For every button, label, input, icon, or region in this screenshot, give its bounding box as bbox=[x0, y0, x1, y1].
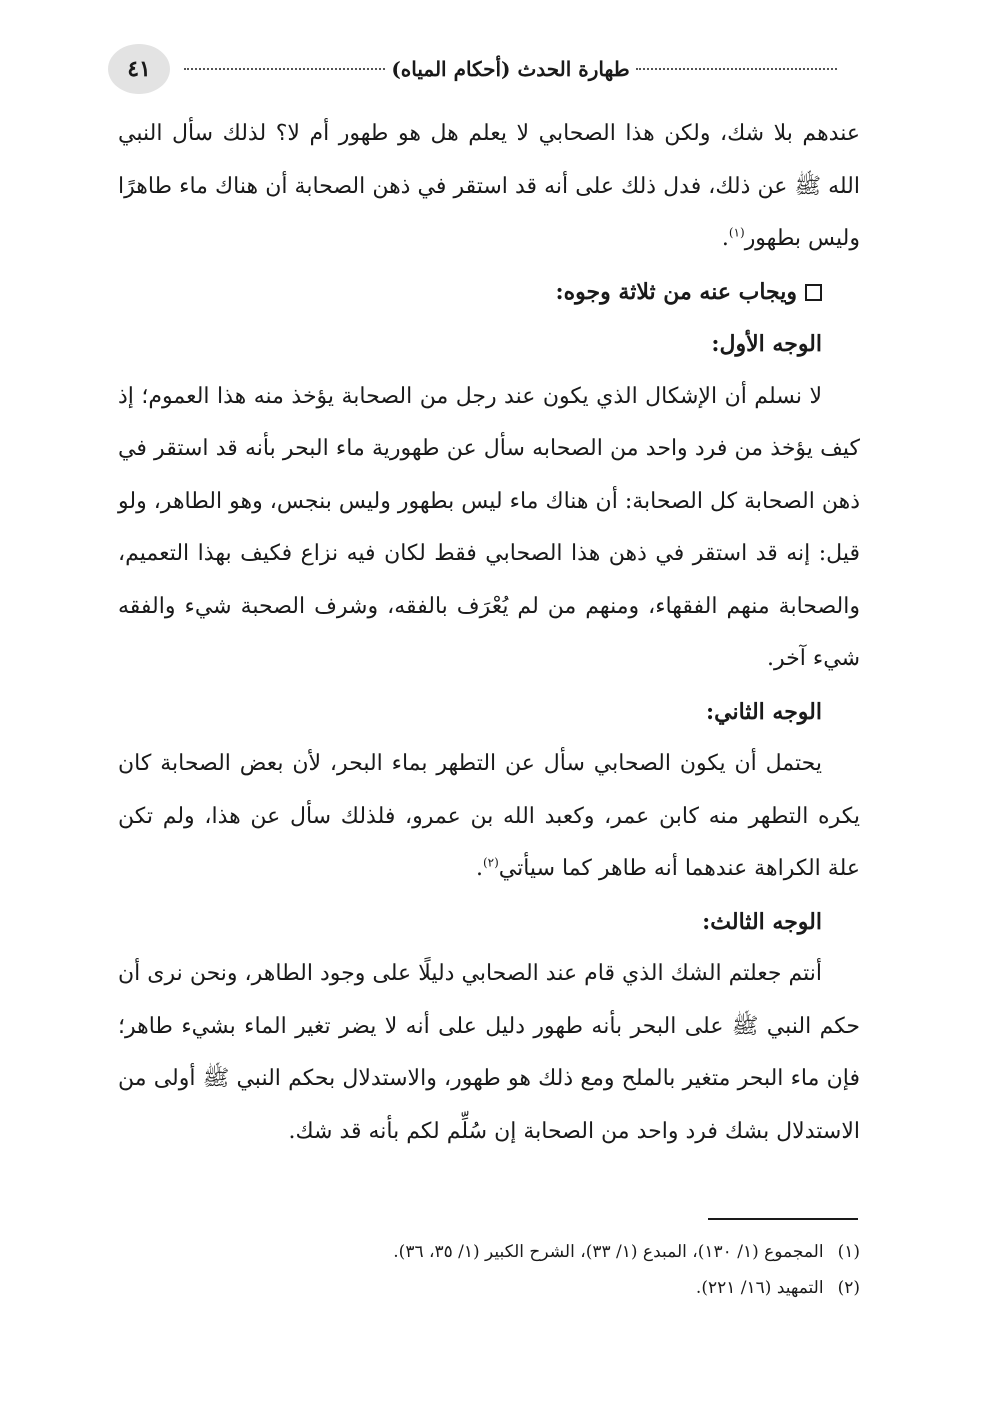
main-text bbox=[118, 108, 860, 1158]
footnote-ref-1[interactable]: (١) bbox=[728, 225, 745, 240]
chapter-title: طهارة الحدث (أحكام المياه) bbox=[391, 57, 630, 81]
paragraph-4: أنتم جعلتم الشك الذي قام عند الصحابي دليلًا على وجود الطاهر، ونحن نرى أن حكم النبي ﷺ على البحر بأنه طهور دليل على أنه لا يضر تغير الماء بشيء طاهر؛ فإن ماء البحر متغير بالملح ومع ذلك هو طهور، والاستدلال بحكم النبي ﷺ أولى من الاستدلال بشك فرد واحد من الصحابة إن سُلِّم لكم بأنه قد شك. bbox=[118, 961, 860, 1144]
paragraph-2: لا نسلم أن الإشكال الذي يكون عند رجل من الصحابة يؤخذ منه هذا العموم؛ إذ كيف يؤخذ من فرد واحد من الصحابه سأل عن طهورية ماء البحر بأنه قد استقر في ذهن الصحابة كل الصحابة: أن هناك ماء ليس بطهور وليس بنجس، وهو الطاهر، ولو قيل: إنه قد استقر في ذهن هذا الصحابي فقط لكان فيه نزاع فكيف بهذا التعميم، والصحابة منهم الفقهاء، ومنهم من لم يُعْرَف بالفقه، وشرف الصحبة شيء والفقه شيء آخر. bbox=[118, 383, 860, 671]
paragraph-1 bbox=[118, 108, 860, 266]
header-dots-left bbox=[184, 68, 385, 70]
footnote-1 bbox=[200, 1234, 860, 1270]
paragraph-3 bbox=[118, 738, 860, 896]
footnote-separator bbox=[708, 1218, 858, 1220]
section-heading-intro bbox=[118, 266, 860, 319]
heading-third-aspect: الوجه الثالث: bbox=[702, 908, 822, 935]
page-number-text: ٤١ bbox=[127, 56, 151, 82]
header-dots-right bbox=[636, 68, 837, 70]
footnote-2-number: (٢) bbox=[837, 1278, 860, 1298]
running-header bbox=[178, 52, 843, 86]
footnotes bbox=[200, 1234, 860, 1306]
section-heading-intro-text: ويجاب عنه من ثلاثة وجوه: bbox=[555, 278, 797, 305]
footnote-1-text: المجموع (١/ ١٣٠)، المبدع (١/ ٣٣)، الشرح الكبير (١/ ٣٥، ٣٦). bbox=[393, 1242, 824, 1262]
paragraph-1-end: . bbox=[721, 226, 729, 251]
page-number bbox=[108, 44, 170, 94]
heading-second-aspect: الوجه الثاني: bbox=[706, 698, 822, 725]
paragraph-3-text: يحتمل أن يكون الصحابي سأل عن التطهر بماء البحر، لأن بعض الصحابة كان يكره التطهر منه كابن عمر، وكعبد الله بن عمرو، فلذلك سأل عن هذا، ولم تكن علة الكراهة عندهما أنه طاهر كما سيأتي bbox=[118, 751, 860, 881]
footnote-ref-2[interactable]: (٢) bbox=[482, 855, 499, 870]
footnote-1-number: (١) bbox=[837, 1242, 860, 1262]
heading-first-aspect: الوجه الأول: bbox=[711, 331, 822, 357]
paragraph-3-end: . bbox=[475, 856, 483, 881]
footnote-2-text: التمهيد (١٦/ ٢٢١). bbox=[695, 1278, 824, 1298]
footnote-2 bbox=[200, 1270, 860, 1306]
checkbox-icon bbox=[805, 284, 822, 301]
paragraph-1-text: عندهم بلا شك، ولكن هذا الصحابي لا يعلم هل هو طهور أم لا؟ لذلك سأل النبي الله ﷺ عن ذلك، فدل ذلك على أنه قد استقر في ذهن الصحابة أن هناك ماء طاهرًا وليس بطهور bbox=[118, 121, 860, 251]
